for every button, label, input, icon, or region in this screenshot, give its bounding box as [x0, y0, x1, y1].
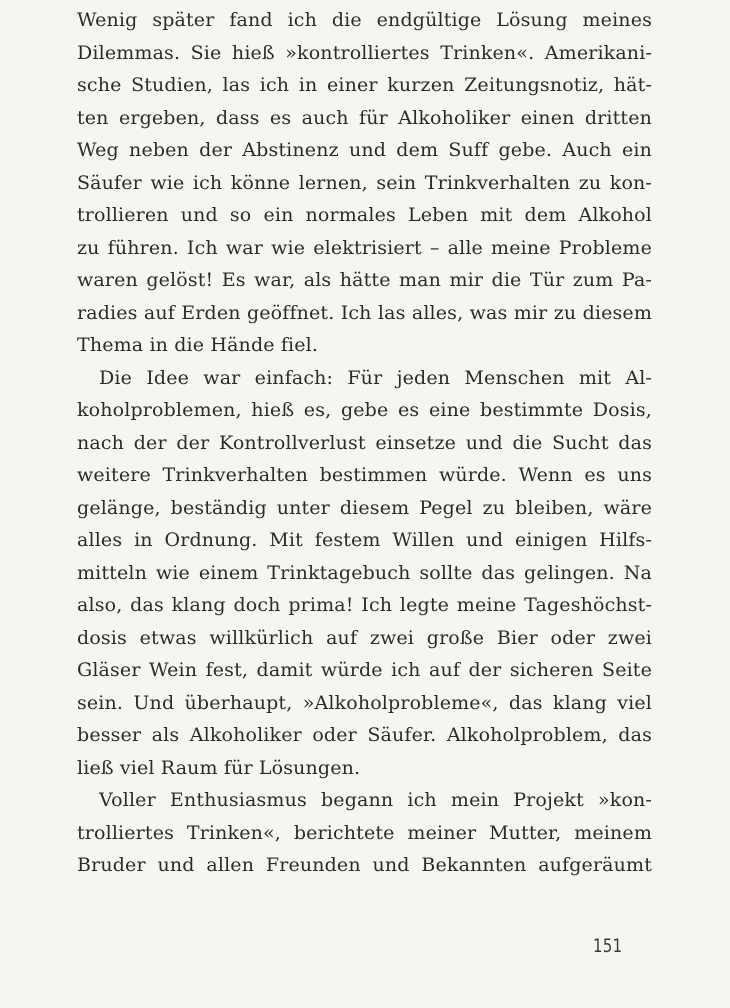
text-line: Wenig später fand ich die endgültige Lösung meines [77, 9, 652, 31]
page-number: 151 [593, 935, 623, 957]
text-line: Gläser Wein fest, damit würde ich auf der sicheren Seite [77, 659, 652, 681]
paragraph [77, 362, 652, 785]
text-line: also, das klang doch prima! Ich legte meine Tageshöchst- [77, 594, 652, 616]
text-line: trolliertes Trinken«, berichtete meiner Mutter, meinem [77, 821, 652, 844]
text-line: trollieren und so ein normales Leben mit dem Alkohol [77, 204, 652, 226]
text-line: Weg neben der Abstinenz und dem Suff gebe. Auch ein [77, 139, 652, 161]
body-text [77, 4, 652, 882]
text-line: alles in Ordnung. Mit festem Willen und einigen Hilfs- [77, 529, 652, 551]
text-line: gelänge, beständig unter diesem Pegel zu bleiben, wäre [77, 496, 652, 519]
text-line: Dilemmas. Sie hieß »kontrolliertes Trinken«. Amerikani- [77, 41, 652, 64]
text-line: dosis etwas willkürlich auf zwei große Bier oder zwei [77, 626, 652, 649]
paragraph [77, 4, 652, 362]
text-line: waren gelöst! Es war, als hätte man mir die Tür zum Pa- [77, 269, 652, 291]
text-line: Bruder und allen Freunden und Bekannten aufgeräumt [77, 854, 652, 876]
text-line: ließ viel Raum für Lösungen. [77, 756, 361, 779]
text-line: nach der der Kontrollverlust einsetze und die Sucht das [77, 431, 652, 454]
text-line: koholproblemen, hieß es, gebe es eine bestimmte Dosis, [77, 399, 652, 421]
text-line: Voller Enthusiasmus begann ich mein Projekt »kon- [99, 789, 652, 811]
paragraph [77, 784, 652, 882]
text-line: weitere Trinkverhalten bestimmen würde. Wenn es uns [77, 464, 652, 486]
text-line: mitteln wie einem Trinktagebuch sollte das gelingen. Na [77, 561, 652, 584]
text-line: zu führen. Ich war wie elektrisiert – alle meine Probleme [77, 236, 652, 259]
text-line: radies auf Erden geöffnet. Ich las alles, was mir zu diesem [77, 301, 652, 324]
text-line: Thema in die Hände fiel. [77, 334, 319, 356]
text-line: ten ergeben, dass es auch für Alkoholiker einen dritten [77, 106, 652, 129]
text-line: sche Studien, las ich in einer kurzen Zeitungsnotiz, hät- [77, 74, 652, 96]
text-line: Säufer wie ich könne lernen, sein Trinkverhalten zu kon- [77, 171, 652, 194]
text-line: Die Idee war einfach: Für jeden Menschen mit Al- [99, 366, 652, 389]
text-line: sein. Und überhaupt, »Alkoholprobleme«, das klang viel [77, 691, 652, 714]
text-line: besser als Alkoholiker oder Säufer. Alkoholproblem, das [77, 724, 652, 746]
